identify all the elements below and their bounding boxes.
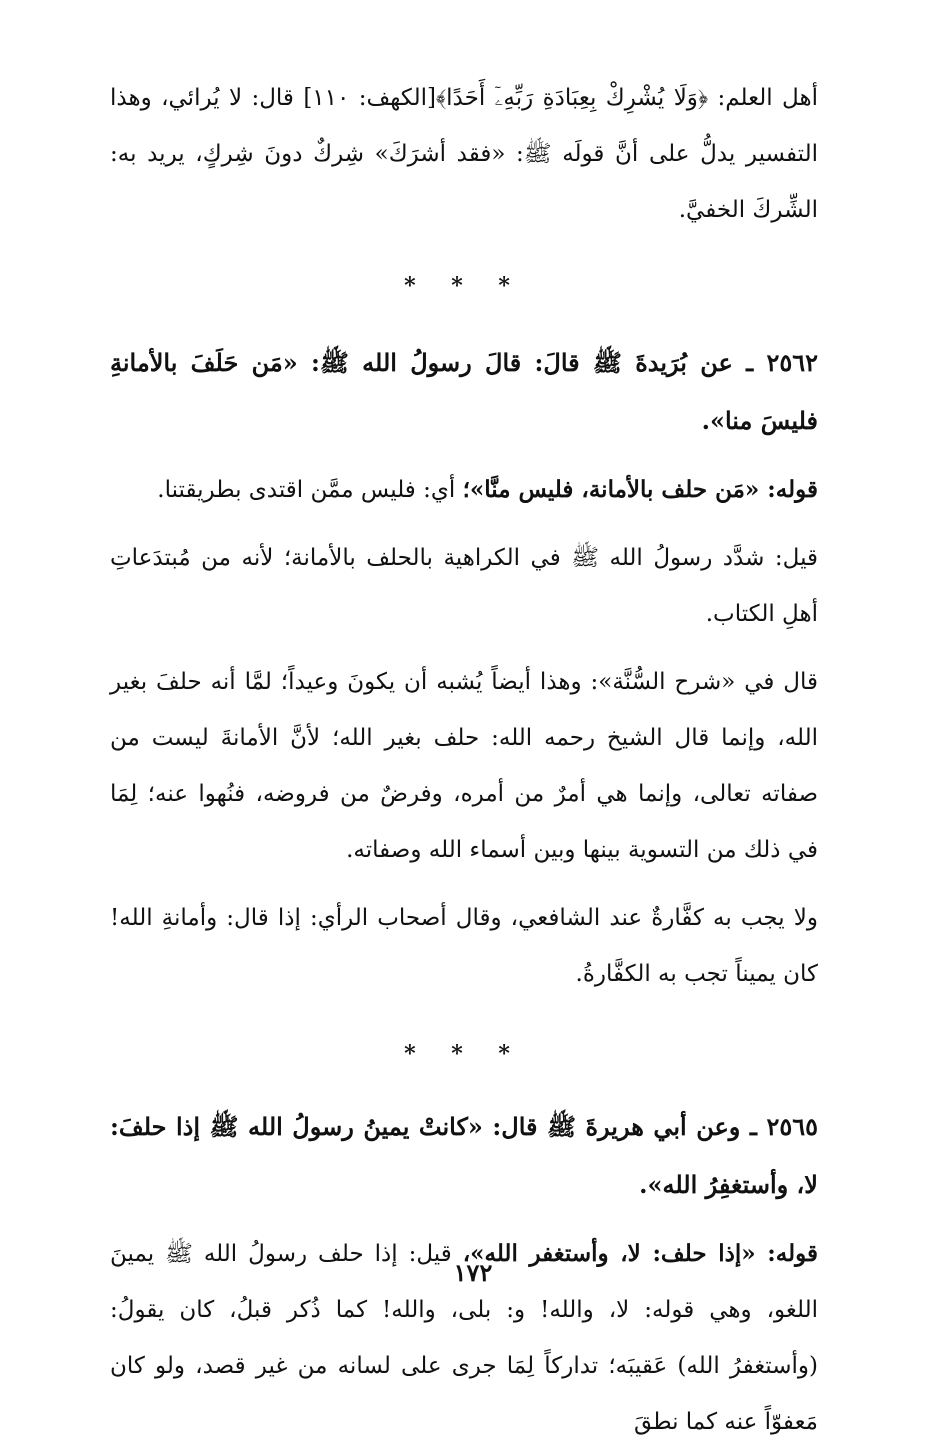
paragraph-quran-commentary: أهل العلم: ﴿وَلَا يُشْرِكْ بِعِبَادَةِ رَبِّهِۦٓ أَحَدًا﴾[الكهف: ١١٠] قال: لا يُرائي، وهذا التفسير يدلُّ على أنَّ قولَه ﷺ: «فقد أشرَكَ» شِركٌ دونَ شِركٍ، يريد به: الشِّركَ الخفيَّ.: [110, 85, 818, 223]
hadith-2565: ٢٥٦٥ ـ وعن أبي هريرةَ ﷺ قال: «كانتْ يمينُ رسولُ الله ﷺ إذا حلفَ: لا، وأستغفِرُ الله».: [110, 1112, 818, 1199]
paragraph-commentary-amana: [110, 462, 818, 518]
paragraph-kaffara: ولا يجب به كفَّارةٌ عند الشافعي، وقال أصحاب الرأي: إذا قال: وأمانةِ الله! كان يميناً تجب به الكفَّارةُ.: [110, 905, 818, 987]
section-separator: * * *: [404, 273, 524, 299]
quoted-hadith-phrase: قوله: «إذا حلف: لا، وأستغفر الله»،: [462, 1240, 818, 1267]
paragraph-sharh-sunna: قال في «شرح السُّنَّة»: وهذا أيضاً يُشبه أن يكونَ وعيداً؛ لمَّا أنه حلفَ بغير الله، وإنما قال الشيخ رحمه الله: حلف بغير الله؛ لأنَّ الأمانةَ ليست من صفاته تعالى، وإنما هي أمرٌ من أمره، وفرضٌ من فروضه، فنُهوا عنه؛ لِمَا في ذلك من التسوية بينها وبين أسماء الله وصفاته.: [110, 669, 818, 863]
quoted-hadith-phrase: قوله: «مَن حلف بالأمانة، فليس منَّا»؛: [462, 476, 818, 503]
commentary-text: قيل: إذا حلف رسولُ الله ﷺ يمينَ اللغو، وهي قوله: لا، والله! و: بلى، والله! كما ذُكر قبلُ، كان يقولُ: (وأستغفرُ الله) عَقيبَه؛ تداركاً لِمَا جرى على لسانه من غير قصد، ولو كان مَعفوّاً عنه كما نطقَ: [110, 1241, 818, 1435]
page-number: ١٧٢: [453, 1258, 493, 1287]
section-separator: * * *: [404, 1041, 524, 1067]
hadith-2562: ٢٥٦٢ ـ عن بُرَيدةَ ﷺ قالَ: قالَ رسولُ الله ﷺ: «مَن حَلَفَ بالأمانةِ فليسَ منا».: [110, 348, 818, 435]
commentary-text: أي: فليس ممَّن اقتدى بطريقتنا.: [157, 477, 463, 503]
page-body: [110, 70, 818, 1450]
paragraph-qila: قيل: شدَّد رسولُ الله ﷺ في الكراهية بالحلف بالأمانة؛ لأنه من مُبتدَعاتِ أهلِ الكتاب.: [110, 545, 818, 627]
